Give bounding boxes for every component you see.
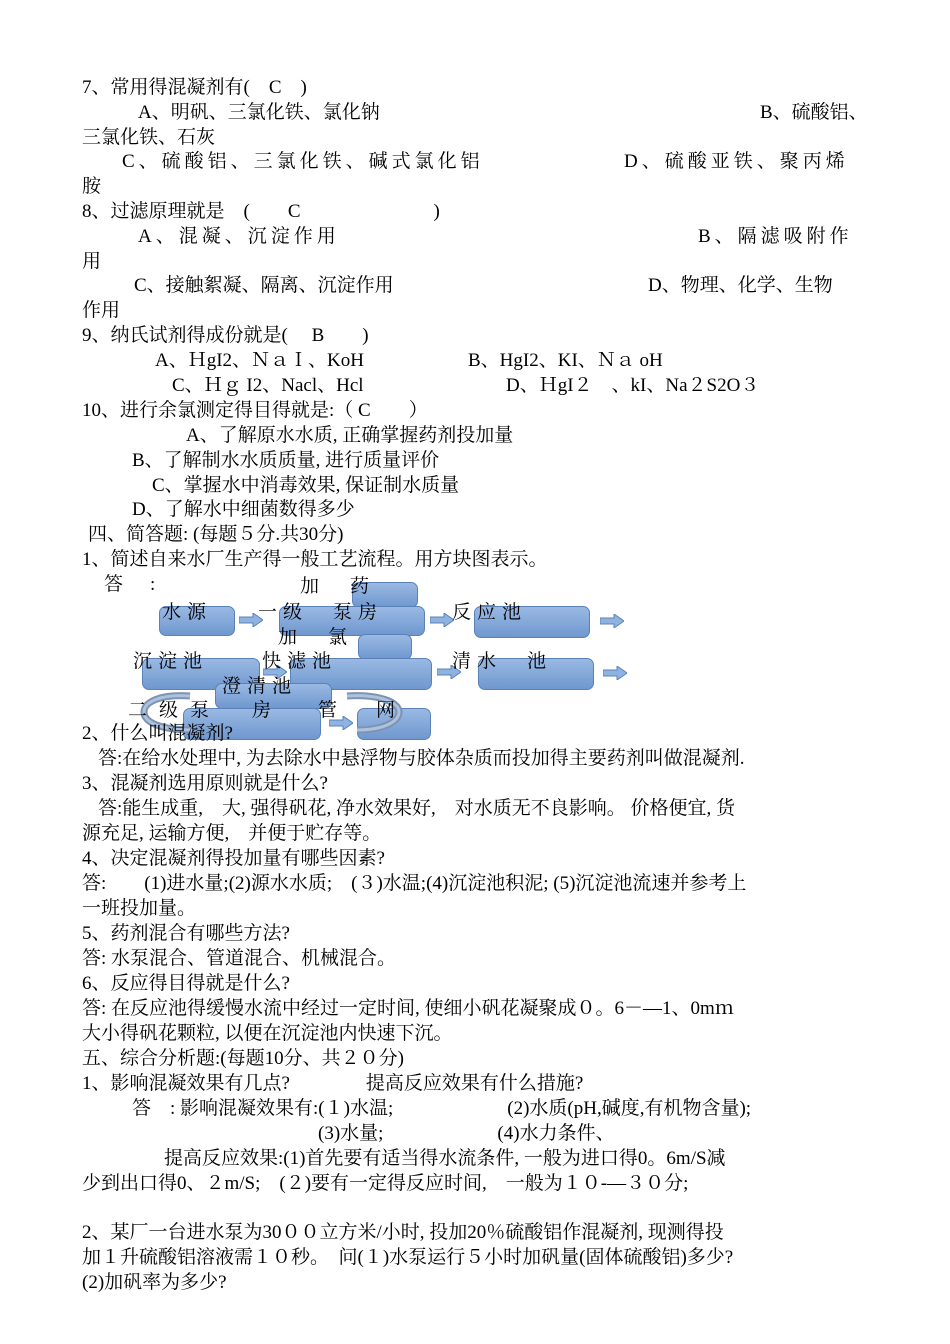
sa4-answer-line2: 一班投加量。: [82, 898, 197, 919]
q8-option-b-cont: 用: [82, 251, 102, 272]
sa1-question: 1、简述自来水厂生产得一般工艺流程。用方块图表示。: [82, 549, 548, 570]
section-4-heading: 四、简答题: (每题５分.共30分): [88, 524, 344, 545]
q10-option-b: B、了解制水水质质量, 进行质量评价: [132, 450, 440, 471]
ca1-answer-line1: 答 : 影响混凝效果有:(１)水温; (2)水质(pH,碱度,有机物含量);: [132, 1098, 752, 1119]
flow-label-clear-water: 清水 池: [452, 651, 553, 672]
ca1-answer-line4: 少到出口得0、２m/S; (２)要有一定得反应时间, 一般为１０-—３０分;: [82, 1173, 689, 1194]
section-5-heading: 五、综合分析题:(每题10分、共２０分): [82, 1048, 404, 1069]
q10-stem: 10、进行余氯测定得目得就是:（ C ）: [82, 400, 428, 421]
ca2-question-line2: 加１升硫酸铝溶液需１０秒。 问(１)水泵运行５小时加矾量(固体硫酸铝)多少?: [82, 1247, 734, 1268]
q10-option-d: D、了解水中细菌数得多少: [132, 499, 355, 520]
sa3-answer-line1: 答:能生成重, 大, 强得矾花, 净水效果好, 对水质无不良影响。 价格便宜, 货: [98, 798, 736, 819]
q10-option-a: A、了解原水水质, 正确掌握药剂投加量: [186, 425, 514, 446]
flow-label-chlorination: 加 氯: [278, 627, 354, 648]
sa2-question: 2、什么叫混凝剂?: [82, 723, 233, 744]
sa6-question: 6、反应得目得就是什么?: [82, 973, 290, 994]
ca2-question-line3: (2)加矾率为多少?: [82, 1272, 227, 1293]
q9-option-b: B、HgI2、KI、Ｎａ oH: [468, 350, 663, 371]
sa3-answer-line2: 源充足, 运输方便, 并便于贮存等。: [82, 823, 382, 844]
q8-option-c: C、接触絮凝、隔离、沉淀作用: [134, 275, 394, 296]
q8-option-b: B、隔滤吸附作: [698, 226, 853, 247]
flow-label-primary-pump: 一级 泵房: [258, 602, 384, 623]
flow-box-chlorination: [358, 634, 412, 660]
flow-label-water-source: 水源: [162, 602, 213, 623]
sa5-question: 5、药剂混合有哪些方法?: [82, 923, 290, 944]
q8-stem: 8、过滤原理就是 ( C ): [82, 201, 440, 222]
flow-label-reaction-tank: 反应池: [452, 602, 528, 623]
q7-option-d: D、硫酸亚铁、聚丙烯: [624, 151, 849, 172]
q9-option-a: A、ＨgI2、ＮａＩ、KoH: [155, 350, 364, 371]
sa5-answer: 答: 水泵混合、管道混合、机械混合。: [82, 948, 397, 969]
q9-option-c: C、Ｈｇ I2、Nacl、Hcl: [172, 375, 364, 396]
sa2-answer: 答:在给水处理中, 为去除水中悬浮物与胶体杂质而投加得主要药剂叫做混凝剂.: [98, 748, 745, 769]
sa6-answer-line1: 答: 在反应池得缓慢水流中经过一定时间, 使细小矾花凝聚成０。6－—1、0mｍ: [82, 998, 734, 1019]
ca1-question: 1、影响混凝效果有几点? 提高反应效果有什么措施?: [82, 1073, 584, 1094]
flow-label-clarifier: 澄清池: [222, 676, 298, 697]
sa4-question: 4、决定混凝剂得投加量有哪些因素?: [82, 848, 385, 869]
q8-option-d: D、物理、化学、生物: [648, 275, 833, 296]
q8-option-a: A、混凝、沉淀作用: [138, 226, 340, 247]
flow-arrow-icon: [603, 666, 627, 680]
flow-label-pipe-network: 管 网: [318, 700, 406, 721]
q10-option-c: C、掌握水中消毒效果, 保证制水质量: [152, 475, 460, 496]
ca1-answer-line2: (3)水量; (4)水力条件、: [318, 1123, 615, 1144]
flow-label-rapid-filter: 快滤池: [262, 651, 338, 672]
flow-arrow-icon: [430, 613, 454, 627]
q7-option-b: B、硫酸铝、: [760, 102, 868, 123]
flow-label-secondary-pump: 二级泵 房: [128, 700, 284, 721]
q8-option-d-cont: 作用: [82, 300, 121, 321]
q7-option-b-cont: 三氯化铁、石灰: [82, 127, 216, 148]
q9-option-d: D、ＨgI２ 、kI、Na２S2O３: [506, 375, 760, 396]
sa1-answer-label: 答 :: [104, 574, 160, 595]
flow-arrow-icon: [600, 614, 624, 628]
ca2-question-line1: 2、某厂一台进水泵为30００立方米/小时, 投加20％硫酸铝作混凝剂, 现测得投: [82, 1222, 724, 1243]
ca1-answer-line3: 提高反应效果:(1)首先要有适当得水流条件, 一般为进口得0。6m/S减: [164, 1148, 726, 1169]
q7-option-a: A、明矾、三氯化铁、氯化钠: [138, 102, 380, 123]
q7-option-c: C、硫酸铝、三氯化铁、碱式氯化铝: [122, 151, 484, 172]
q9-stem: 9、纳氏试剂得成份就是( B ): [82, 325, 369, 346]
sa6-answer-line2: 大小得矾花颗粒, 以便在沉淀池内快速下沉。: [82, 1023, 453, 1044]
q7-option-d-cont: 胺: [82, 176, 102, 197]
flow-label-dosing: 加 药: [300, 576, 376, 597]
q7-stem: 7、常用得混凝剂有( C ): [82, 77, 307, 98]
sa3-question: 3、混凝剂选用原则就是什么?: [82, 773, 328, 794]
flow-label-sedimentation: 沉淀池: [133, 651, 209, 672]
sa4-answer-line1: 答: (1)进水量;(2)源水水质; (３)水温;(4)沉淀池积泥; (5)沉淀池流速并参考上: [82, 873, 747, 894]
